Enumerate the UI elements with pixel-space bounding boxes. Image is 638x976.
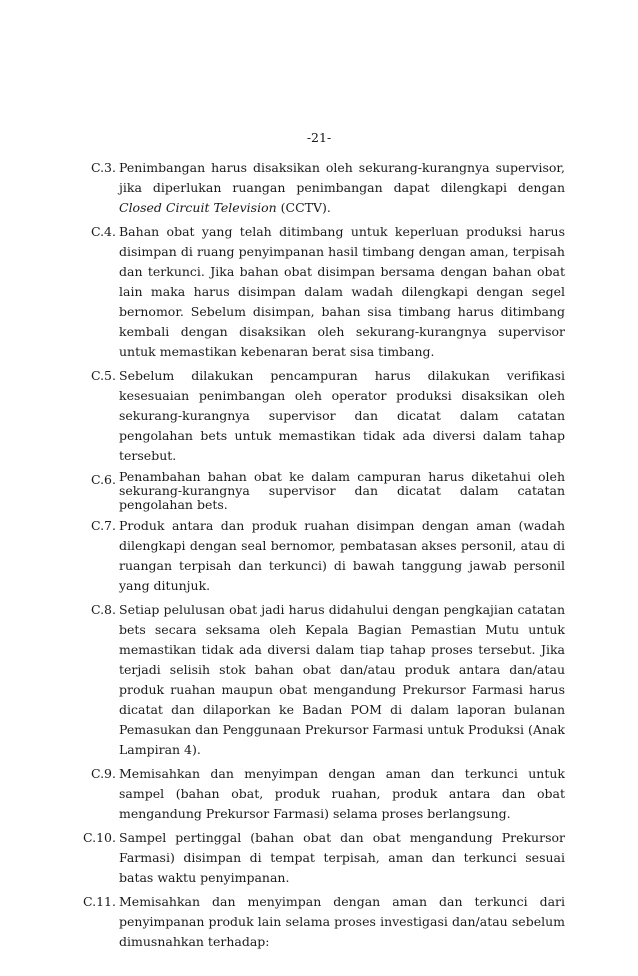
list-item-c8: [88, 600, 565, 760]
list-item-c5: [88, 366, 565, 466]
item-number: C.3.: [90, 160, 116, 175]
item-text: Sampel pertinggal (bahan obat dan obat mengandung Prekursor Farmasi) disimpan di tempat terpisah, aman dan terkunci sesuai batas waktu penyimpanan.: [119, 830, 565, 885]
list-item-c9: [88, 764, 565, 824]
list-item-c4: [88, 222, 565, 362]
item-text-part: Penimbangan harus disaksikan oleh sekurang-kurangnya supervisor, jika diperlukan ruangan penimbangan dapat dilengkapi dengan: [119, 160, 565, 195]
item-text: Sebelum dilakukan pencampuran harus dilakukan verifikasi kesesuaian penimbangan oleh operator produksi disaksikan oleh sekurang-kurangnya supervisor dan dicatat dalam catatan pengolahan bets untuk memastikan tidak ada diversi dalam tahap tersebut.: [119, 368, 565, 463]
item-text-italic: Closed Circuit Television: [119, 200, 277, 215]
item-text: Bahan obat yang telah ditimbang untuk keperluan produksi harus disimpan di ruang penyimpanan hasil timbang dengan aman, terpisah dan terkunci. Jika bahan obat disimpan bersama dengan bahan obat lain maka harus disimpan dalam wadah dilengkapi dengan segel bernomor. Sebelum disimpan, bahan sisa timbang harus ditimbang kembali dengan disaksikan oleh sekurang-kurangnya supervisor untuk memastikan kebenaran berat sisa timbang.: [119, 224, 565, 359]
list-item-c11: [83, 892, 565, 952]
item-number: C.10.: [83, 830, 116, 845]
item-number: C.9.: [90, 766, 116, 781]
item-text: [119, 158, 565, 218]
item-number: C.8.: [90, 602, 116, 617]
page-number: -21-: [306, 130, 332, 145]
list-item-c6: [88, 470, 565, 512]
list-item-c3: [88, 158, 565, 218]
item-number: C.4.: [90, 224, 116, 239]
item-number: C.7.: [90, 518, 116, 533]
item-text: Penambahan bahan obat ke dalam campuran harus diketahui oleh sekurang-kurangnya supervisor dan dicatat dalam catatan pengolahan bets.: [119, 469, 565, 512]
list-item-c7: [88, 516, 565, 596]
item-text: Memisahkan dan menyimpan dengan aman dan terkunci untuk sampel (bahan obat, produk ruahan, produk antara dan obat mengandung Prekursor Farmasi) selama proses berlangsung.: [119, 766, 565, 821]
list-item-c10: [83, 828, 565, 888]
item-text: Setiap pelulusan obat jadi harus didahului dengan pengkajian catatan bets secara seksama oleh Kepala Bagian Pemastian Mutu untuk memastikan tidak ada diversi dalam tiap tahap proses tersebut. Jika terjadi selisih stok bahan obat dan/atau produk antara dan/atau produk ruahan maupun obat mengandung Prekursor Farmasi harus dicatat dan dilaporkan ke Badan POM di dalam laporan bulanan Pemasukan dan Penggunaan Prekursor Farmasi untuk Produksi (Anak Lampiran 4).: [119, 602, 565, 757]
item-text: Produk antara dan produk ruahan disimpan dengan aman (wadah dilengkapi dengan seal bernomor, pembatasan akses personil, atau di ruangan terpisah dan terkunci) di bawah tanggung jawab personil yang ditunjuk.: [119, 518, 565, 593]
item-number: C.11.: [83, 894, 116, 909]
item-number: C.5.: [90, 368, 116, 383]
item-number: C.6.: [90, 472, 116, 487]
item-text-part: (CCTV).: [276, 200, 331, 215]
item-text: Memisahkan dan menyimpan dengan aman dan terkunci dari penyimpanan produk lain selama proses investigasi dan/atau sebelum dimusnahkan terhadap:: [119, 894, 565, 949]
document-body: [83, 158, 565, 956]
